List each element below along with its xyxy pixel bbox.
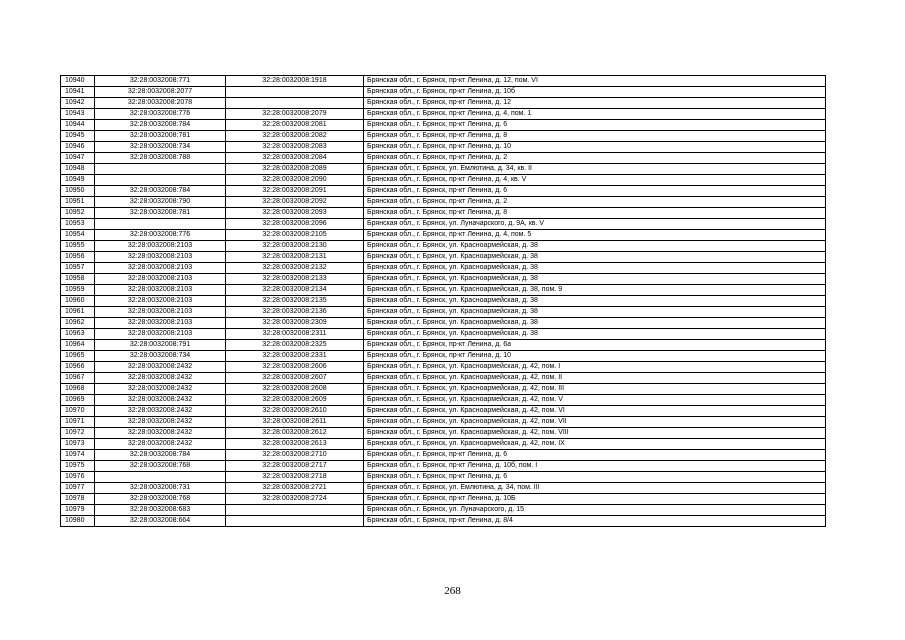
row-number-cell: 10974 <box>61 450 95 461</box>
parent-cadastral-number-cell: 32:28:0032008:2432 <box>95 428 226 439</box>
cadastral-number-cell: 32:28:0032008:2608 <box>226 384 364 395</box>
row-number-cell: 10943 <box>61 109 95 120</box>
table-row <box>61 274 826 285</box>
cadastral-number-cell: 32:28:0032008:2133 <box>226 274 364 285</box>
cadastral-number-cell: 32:28:0032008:2132 <box>226 263 364 274</box>
row-number-cell: 10958 <box>61 274 95 285</box>
cadastral-number-cell: 32:28:0032008:2331 <box>226 351 364 362</box>
parent-cadastral-number-cell: 32:28:0032008:2432 <box>95 406 226 417</box>
parent-cadastral-number-cell: 32:28:0032008:771 <box>95 76 226 87</box>
row-number-cell: 10978 <box>61 494 95 505</box>
row-number-cell: 10964 <box>61 340 95 351</box>
parent-cadastral-number-cell: 32:28:0032008:2103 <box>95 307 226 318</box>
table-row <box>61 98 826 109</box>
table-row <box>61 395 826 406</box>
address-cell: Брянская обл., г. Брянск, пр-кт Ленина, д. 4, кв. V <box>364 175 826 186</box>
address-cell: Брянская обл., г. Брянск, ул. Красноармейская, д. 38 <box>364 252 826 263</box>
table-row <box>61 296 826 307</box>
address-cell: Брянская обл., г. Брянск, ул. Красноармейская, д. 42, пом. VIII <box>364 428 826 439</box>
row-number-cell: 10948 <box>61 164 95 175</box>
cadastral-number-cell: 32:28:0032008:2613 <box>226 439 364 450</box>
row-number-cell: 10944 <box>61 120 95 131</box>
address-cell: Брянская обл., г. Брянск, пр-кт Ленина, д. 2 <box>364 153 826 164</box>
table-row <box>61 175 826 186</box>
row-number-cell: 10966 <box>61 362 95 373</box>
cadastral-number-cell: 32:28:0032008:2717 <box>226 461 364 472</box>
parent-cadastral-number-cell: 32:28:0032008:2103 <box>95 263 226 274</box>
parent-cadastral-number-cell: 32:28:0032008:664 <box>95 516 226 527</box>
table-row <box>61 87 826 98</box>
table-row <box>61 362 826 373</box>
row-number-cell: 10950 <box>61 186 95 197</box>
row-number-cell: 10965 <box>61 351 95 362</box>
parent-cadastral-number-cell: 32:28:0032008:768 <box>95 461 226 472</box>
parent-cadastral-number-cell: 32:28:0032008:784 <box>95 120 226 131</box>
table-row <box>61 219 826 230</box>
table-row <box>61 252 826 263</box>
row-number-cell: 10973 <box>61 439 95 450</box>
address-cell: Брянская обл., г. Брянск, пр-кт Ленина, д. 8/4 <box>364 516 826 527</box>
table-row <box>61 142 826 153</box>
cadastral-number-cell <box>226 87 364 98</box>
row-number-cell: 10957 <box>61 263 95 274</box>
registry-table <box>60 75 826 527</box>
cadastral-number-cell: 32:28:0032008:2610 <box>226 406 364 417</box>
cadastral-number-cell: 32:28:0032008:2325 <box>226 340 364 351</box>
address-cell: Брянская обл., г. Брянск, ул. Красноармейская, д. 42, пом. VI <box>364 406 826 417</box>
cadastral-number-cell: 32:28:0032008:2309 <box>226 318 364 329</box>
row-number-cell: 10947 <box>61 153 95 164</box>
cadastral-number-cell: 32:28:0032008:2612 <box>226 428 364 439</box>
address-cell: Брянская обл., г. Брянск, пр-кт Ленина, д. 10б <box>364 87 826 98</box>
table-row <box>61 472 826 483</box>
address-cell: Брянская обл., г. Брянск, пр-кт Ленина, д. 8 <box>364 208 826 219</box>
parent-cadastral-number-cell: 32:28:0032008:2103 <box>95 241 226 252</box>
address-cell: Брянская обл., г. Брянск, пр-кт Ленина, д. 10Б <box>364 494 826 505</box>
row-number-cell: 10941 <box>61 87 95 98</box>
address-cell: Брянская обл., г. Брянск, пр-кт Ленина, д. 2 <box>364 197 826 208</box>
table-row <box>61 329 826 340</box>
table-row <box>61 164 826 175</box>
parent-cadastral-number-cell <box>95 164 226 175</box>
table-row <box>61 109 826 120</box>
cadastral-number-cell <box>226 98 364 109</box>
row-number-cell: 10949 <box>61 175 95 186</box>
table-row <box>61 428 826 439</box>
address-cell: Брянская обл., г. Брянск, пр-кт Ленина, д. 12 <box>364 98 826 109</box>
parent-cadastral-number-cell: 32:28:0032008:2103 <box>95 296 226 307</box>
row-number-cell: 10960 <box>61 296 95 307</box>
address-cell: Брянская обл., г. Брянск, пр-кт Ленина, д. 4, пом. 1 <box>364 109 826 120</box>
table-row <box>61 373 826 384</box>
address-cell: Брянская обл., г. Брянск, ул. Красноармейская, д. 42, пом. III <box>364 384 826 395</box>
parent-cadastral-number-cell: 32:28:0032008:768 <box>95 494 226 505</box>
table-row <box>61 505 826 516</box>
parent-cadastral-number-cell: 32:28:0032008:2103 <box>95 252 226 263</box>
address-cell: Брянская обл., г. Брянск, пр-кт Ленина, д. 6 <box>364 186 826 197</box>
cadastral-number-cell: 32:28:0032008:2105 <box>226 230 364 241</box>
cadastral-number-cell: 32:28:0032008:2130 <box>226 241 364 252</box>
row-number-cell: 10979 <box>61 505 95 516</box>
table-row <box>61 340 826 351</box>
cadastral-number-cell: 32:28:0032008:2090 <box>226 175 364 186</box>
row-number-cell: 10952 <box>61 208 95 219</box>
address-cell: Брянская обл., г. Брянск, пр-кт Ленина, д. 10 <box>364 351 826 362</box>
table-row <box>61 241 826 252</box>
row-number-cell: 10963 <box>61 329 95 340</box>
table-row <box>61 450 826 461</box>
address-cell: Брянская обл., г. Брянск, пр-кт Ленина, д. 6а <box>364 340 826 351</box>
parent-cadastral-number-cell: 32:28:0032008:2103 <box>95 329 226 340</box>
cadastral-number-cell <box>226 516 364 527</box>
row-number-cell: 10945 <box>61 131 95 142</box>
cadastral-number-cell: 32:28:0032008:2084 <box>226 153 364 164</box>
address-cell: Брянская обл., г. Брянск, ул. Красноармейская, д. 38, пом. 9 <box>364 285 826 296</box>
table-row <box>61 263 826 274</box>
table-row <box>61 230 826 241</box>
cadastral-number-cell: 32:28:0032008:2134 <box>226 285 364 296</box>
row-number-cell: 10976 <box>61 472 95 483</box>
table-row <box>61 131 826 142</box>
address-cell: Брянская обл., г. Брянск, ул. Красноармейская, д. 38 <box>364 274 826 285</box>
row-number-cell: 10980 <box>61 516 95 527</box>
parent-cadastral-number-cell: 32:28:0032008:2077 <box>95 87 226 98</box>
table-row <box>61 76 826 87</box>
parent-cadastral-number-cell: 32:28:0032008:2103 <box>95 274 226 285</box>
table-row <box>61 285 826 296</box>
table-row <box>61 417 826 428</box>
parent-cadastral-number-cell: 32:28:0032008:784 <box>95 450 226 461</box>
address-cell: Брянская обл., г. Брянск, ул. Красноармейская, д. 42, пом. VII <box>364 417 826 428</box>
cadastral-number-cell: 32:28:0032008:2096 <box>226 219 364 230</box>
row-number-cell: 10953 <box>61 219 95 230</box>
row-number-cell: 10967 <box>61 373 95 384</box>
row-number-cell: 10971 <box>61 417 95 428</box>
row-number-cell: 10940 <box>61 76 95 87</box>
table-row <box>61 351 826 362</box>
row-number-cell: 10975 <box>61 461 95 472</box>
row-number-cell: 10954 <box>61 230 95 241</box>
row-number-cell: 10970 <box>61 406 95 417</box>
address-cell: Брянская обл., г. Брянск, ул. Емлютина, д. 34, пом. III <box>364 483 826 494</box>
parent-cadastral-number-cell: 32:28:0032008:781 <box>95 208 226 219</box>
row-number-cell: 10955 <box>61 241 95 252</box>
row-number-cell: 10956 <box>61 252 95 263</box>
parent-cadastral-number-cell: 32:28:0032008:734 <box>95 351 226 362</box>
address-cell: Брянская обл., г. Брянск, пр-кт Ленина, д. 8 <box>364 131 826 142</box>
cadastral-number-cell: 32:28:0032008:2718 <box>226 472 364 483</box>
cadastral-number-cell: 32:28:0032008:2606 <box>226 362 364 373</box>
address-cell: Брянская обл., г. Брянск, ул. Луначарского, д. 9А, кв. V <box>364 219 826 230</box>
parent-cadastral-number-cell: 32:28:0032008:790 <box>95 197 226 208</box>
table-row <box>61 186 826 197</box>
table-row <box>61 439 826 450</box>
address-cell: Брянская обл., г. Брянск, ул. Красноармейская, д. 38 <box>364 329 826 340</box>
parent-cadastral-number-cell: 32:28:0032008:2432 <box>95 395 226 406</box>
parent-cadastral-number-cell: 32:28:0032008:731 <box>95 483 226 494</box>
address-cell: Брянская обл., г. Брянск, ул. Красноармейская, д. 42, пом. V <box>364 395 826 406</box>
cadastral-number-cell: 32:28:0032008:2724 <box>226 494 364 505</box>
cadastral-number-cell: 32:28:0032008:2091 <box>226 186 364 197</box>
cadastral-number-cell: 32:28:0032008:2083 <box>226 142 364 153</box>
parent-cadastral-number-cell: 32:28:0032008:791 <box>95 340 226 351</box>
address-cell: Брянская обл., г. Брянск, ул. Красноармейская, д. 38 <box>364 307 826 318</box>
cadastral-number-cell: 32:28:0032008:2093 <box>226 208 364 219</box>
table-row <box>61 208 826 219</box>
address-cell: Брянская обл., г. Брянск, пр-кт Ленина, д. 10 <box>364 142 826 153</box>
table-row <box>61 318 826 329</box>
address-cell: Брянская обл., г. Брянск, пр-кт Ленина, д. 4, пом. 5 <box>364 230 826 241</box>
address-cell: Брянская обл., г. Брянск, ул. Красноармейская, д. 38 <box>364 241 826 252</box>
row-number-cell: 10962 <box>61 318 95 329</box>
cadastral-number-cell: 32:28:0032008:2082 <box>226 131 364 142</box>
row-number-cell: 10968 <box>61 384 95 395</box>
parent-cadastral-number-cell <box>95 219 226 230</box>
address-cell: Брянская обл., г. Брянск, ул. Красноармейская, д. 38 <box>364 318 826 329</box>
cadastral-number-cell: 32:28:0032008:2089 <box>226 164 364 175</box>
cadastral-number-cell: 32:28:0032008:2609 <box>226 395 364 406</box>
parent-cadastral-number-cell: 32:28:0032008:776 <box>95 230 226 241</box>
address-cell: Брянская обл., г. Брянск, ул. Красноармейская, д. 42, пом. II <box>364 373 826 384</box>
parent-cadastral-number-cell: 32:28:0032008:734 <box>95 142 226 153</box>
cadastral-number-cell: 32:28:0032008:2081 <box>226 120 364 131</box>
address-cell: Брянская обл., г. Брянск, ул. Красноармейская, д. 42, пом. IX <box>364 439 826 450</box>
table-row <box>61 406 826 417</box>
row-number-cell: 10961 <box>61 307 95 318</box>
parent-cadastral-number-cell: 32:28:0032008:2103 <box>95 318 226 329</box>
address-cell: Брянская обл., г. Брянск, ул. Красноармейская, д. 42, пом. I <box>364 362 826 373</box>
row-number-cell: 10951 <box>61 197 95 208</box>
row-number-cell: 10946 <box>61 142 95 153</box>
address-cell: Брянская обл., г. Брянск, ул. Красноармейская, д. 38 <box>364 296 826 307</box>
parent-cadastral-number-cell <box>95 472 226 483</box>
cadastral-number-cell: 32:28:0032008:2607 <box>226 373 364 384</box>
cadastral-number-cell: 32:28:0032008:1918 <box>226 76 364 87</box>
cadastral-number-cell: 32:28:0032008:2136 <box>226 307 364 318</box>
cadastral-number-cell: 32:28:0032008:2311 <box>226 329 364 340</box>
row-number-cell: 10972 <box>61 428 95 439</box>
address-cell: Брянская обл., г. Брянск, ул. Красноармейская, д. 38 <box>364 263 826 274</box>
address-cell: Брянская обл., г. Брянск, пр-кт Ленина, д. 10б, пом. I <box>364 461 826 472</box>
cadastral-number-cell: 32:28:0032008:2721 <box>226 483 364 494</box>
registry-table-body <box>61 76 826 527</box>
cadastral-number-cell: 32:28:0032008:2092 <box>226 197 364 208</box>
address-cell: Брянская обл., г. Брянск, ул. Емлютина, д. 34, кв. II <box>364 164 826 175</box>
parent-cadastral-number-cell: 32:28:0032008:2432 <box>95 417 226 428</box>
address-cell: Брянская обл., г. Брянск, пр-кт Ленина, д. 12, пом. VI <box>364 76 826 87</box>
parent-cadastral-number-cell <box>95 175 226 186</box>
parent-cadastral-number-cell: 32:28:0032008:683 <box>95 505 226 516</box>
row-number-cell: 10942 <box>61 98 95 109</box>
cadastral-number-cell: 32:28:0032008:2135 <box>226 296 364 307</box>
parent-cadastral-number-cell: 32:28:0032008:781 <box>95 131 226 142</box>
table-row <box>61 483 826 494</box>
table-row <box>61 120 826 131</box>
table-row <box>61 516 826 527</box>
cadastral-number-cell: 32:28:0032008:2131 <box>226 252 364 263</box>
cadastral-number-cell <box>226 505 364 516</box>
table-row <box>61 494 826 505</box>
page-number: 268 <box>444 585 461 597</box>
parent-cadastral-number-cell: 32:28:0032008:784 <box>95 186 226 197</box>
parent-cadastral-number-cell: 32:28:0032008:2432 <box>95 373 226 384</box>
parent-cadastral-number-cell: 32:28:0032008:2432 <box>95 384 226 395</box>
table-row <box>61 307 826 318</box>
parent-cadastral-number-cell: 32:28:0032008:2078 <box>95 98 226 109</box>
cadastral-number-cell: 32:28:0032008:2710 <box>226 450 364 461</box>
row-number-cell: 10977 <box>61 483 95 494</box>
parent-cadastral-number-cell: 32:28:0032008:2432 <box>95 362 226 373</box>
cadastral-number-cell: 32:28:0032008:2611 <box>226 417 364 428</box>
parent-cadastral-number-cell: 32:28:0032008:2103 <box>95 285 226 296</box>
row-number-cell: 10969 <box>61 395 95 406</box>
cadastral-number-cell: 32:28:0032008:2079 <box>226 109 364 120</box>
parent-cadastral-number-cell: 32:28:0032008:776 <box>95 109 226 120</box>
address-cell: Брянская обл., г. Брянск, пр-кт Ленина, д. 6 <box>364 472 826 483</box>
parent-cadastral-number-cell: 32:28:0032008:2432 <box>95 439 226 450</box>
address-cell: Брянская обл., г. Брянск, пр-кт Ленина, д. 6 <box>364 450 826 461</box>
table-row <box>61 197 826 208</box>
table-row <box>61 384 826 395</box>
address-cell: Брянская обл., г. Брянск, пр-кт Ленина, д. 6 <box>364 120 826 131</box>
parent-cadastral-number-cell: 32:28:0032008:788 <box>95 153 226 164</box>
table-row <box>61 461 826 472</box>
table-row <box>61 153 826 164</box>
address-cell: Брянская обл., г. Брянск, ул. Луначарского, д. 15 <box>364 505 826 516</box>
row-number-cell: 10959 <box>61 285 95 296</box>
